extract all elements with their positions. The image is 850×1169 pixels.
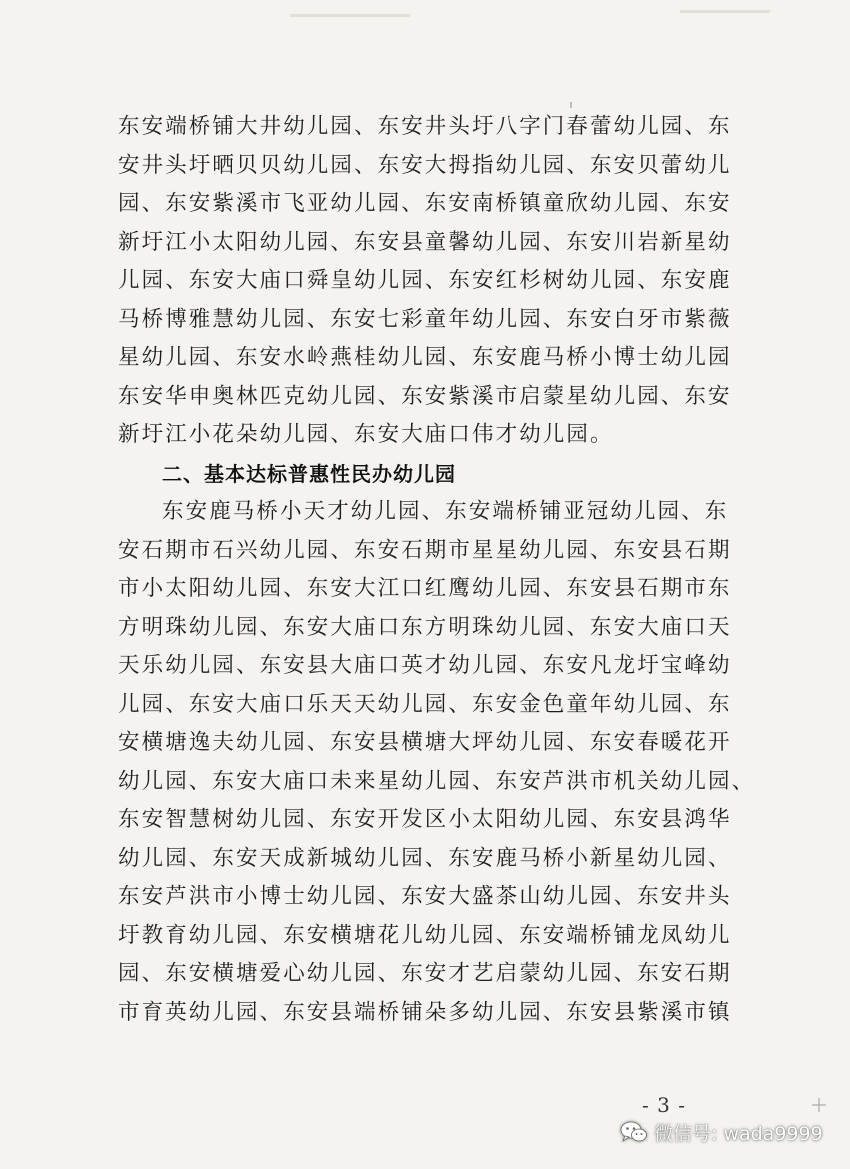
text-line: 园、东安紫溪市飞亚幼儿园、东安南桥镇童欣幼儿园、东安 [118, 191, 732, 216]
text-line: 幼儿园、东安大庙口未来星幼儿园、东安芦洪市机关幼儿园、 [118, 768, 756, 794]
section-heading: 二、基本达标普惠性民办幼儿园 [162, 461, 456, 486]
text-line: 方明珠幼儿园、东安大庙口东方明珠幼儿园、东安大庙口天 [118, 614, 732, 640]
text-line: 天乐幼儿园、东安县大庙口英才幼儿园、东安凡龙圩宝峰幼 [118, 653, 732, 678]
wechat-watermark [620, 1117, 823, 1147]
text-line: 新圩江小花朵幼儿园、东安大庙口伟才幼儿园。 [118, 422, 614, 447]
section-paragraph [118, 493, 756, 1032]
watermark-text: 微信号: wada9999 [654, 1122, 823, 1145]
text-line: 儿园、东安大庙口舜皇幼儿园、东安红杉树幼儿园、东安鹿 [118, 268, 732, 293]
text-line: 新圩江小太阳幼儿园、东安县童馨幼儿园、东安川岩新星幼 [118, 229, 732, 255]
text-line: 东安芦洪市小博士幼儿园、东安大盛茶山幼儿园、东安井头 [118, 884, 732, 909]
text-line: 市小太阳幼儿园、东安大江口红鹰幼儿园、东安县石期市东 [118, 576, 732, 601]
text-line: 安石期市石兴幼儿园、东安石期市星星幼儿园、东安县石期 [118, 537, 732, 563]
wechat-icon [620, 1120, 648, 1144]
text-line: 园、东安横塘爱心幼儿园、东安才艺启蒙幼儿园、东安石期 [118, 961, 732, 986]
text-line: 儿园、东安大庙口乐天天幼儿园、东安金色童年幼儿园、东 [118, 691, 732, 717]
text-line: 东安鹿马桥小天才幼儿园、东安端桥铺亚冠幼儿园、东 [162, 499, 729, 524]
document-body [118, 108, 756, 1032]
text-line: 安横塘逸夫幼儿园、东安县横塘大坪幼儿园、东安春暖花开 [118, 730, 732, 755]
page-number: - 3 - [642, 1093, 686, 1117]
text-line: 星幼儿园、东安水岭燕桂幼儿园、东安鹿马桥小博士幼儿园 [118, 345, 732, 370]
text-line: 安井头圩晒贝贝幼儿园、东安大拇指幼儿园、东安贝蕾幼儿 [118, 152, 732, 178]
text-line: 市育英幼儿园、东安县端桥铺朵多幼儿园、东安县紫溪市镇 [118, 999, 732, 1025]
text-line: 东安华申奥林匹克幼儿园、东安紫溪市启蒙星幼儿园、东安 [118, 383, 732, 409]
text-line: 东安端桥铺大井幼儿园、东安井头圩八字门春蕾幼儿园、东 [118, 114, 732, 139]
text-line: 东安智慧树幼儿园、东安开发区小太阳幼儿园、东安县鸿华 [118, 807, 732, 832]
text-line: 马桥博雅慧幼儿园、东安七彩童年幼儿园、东安白牙市紫薇 [118, 306, 732, 332]
text-line: 幼儿园、东安天成新城幼儿园、东安鹿马桥小新星幼儿园、 [118, 845, 732, 871]
intro-paragraph [118, 108, 732, 455]
text-line: 圩教育幼儿园、东安横塘花儿幼儿园、东安端桥铺龙凤幼儿 [118, 922, 732, 948]
